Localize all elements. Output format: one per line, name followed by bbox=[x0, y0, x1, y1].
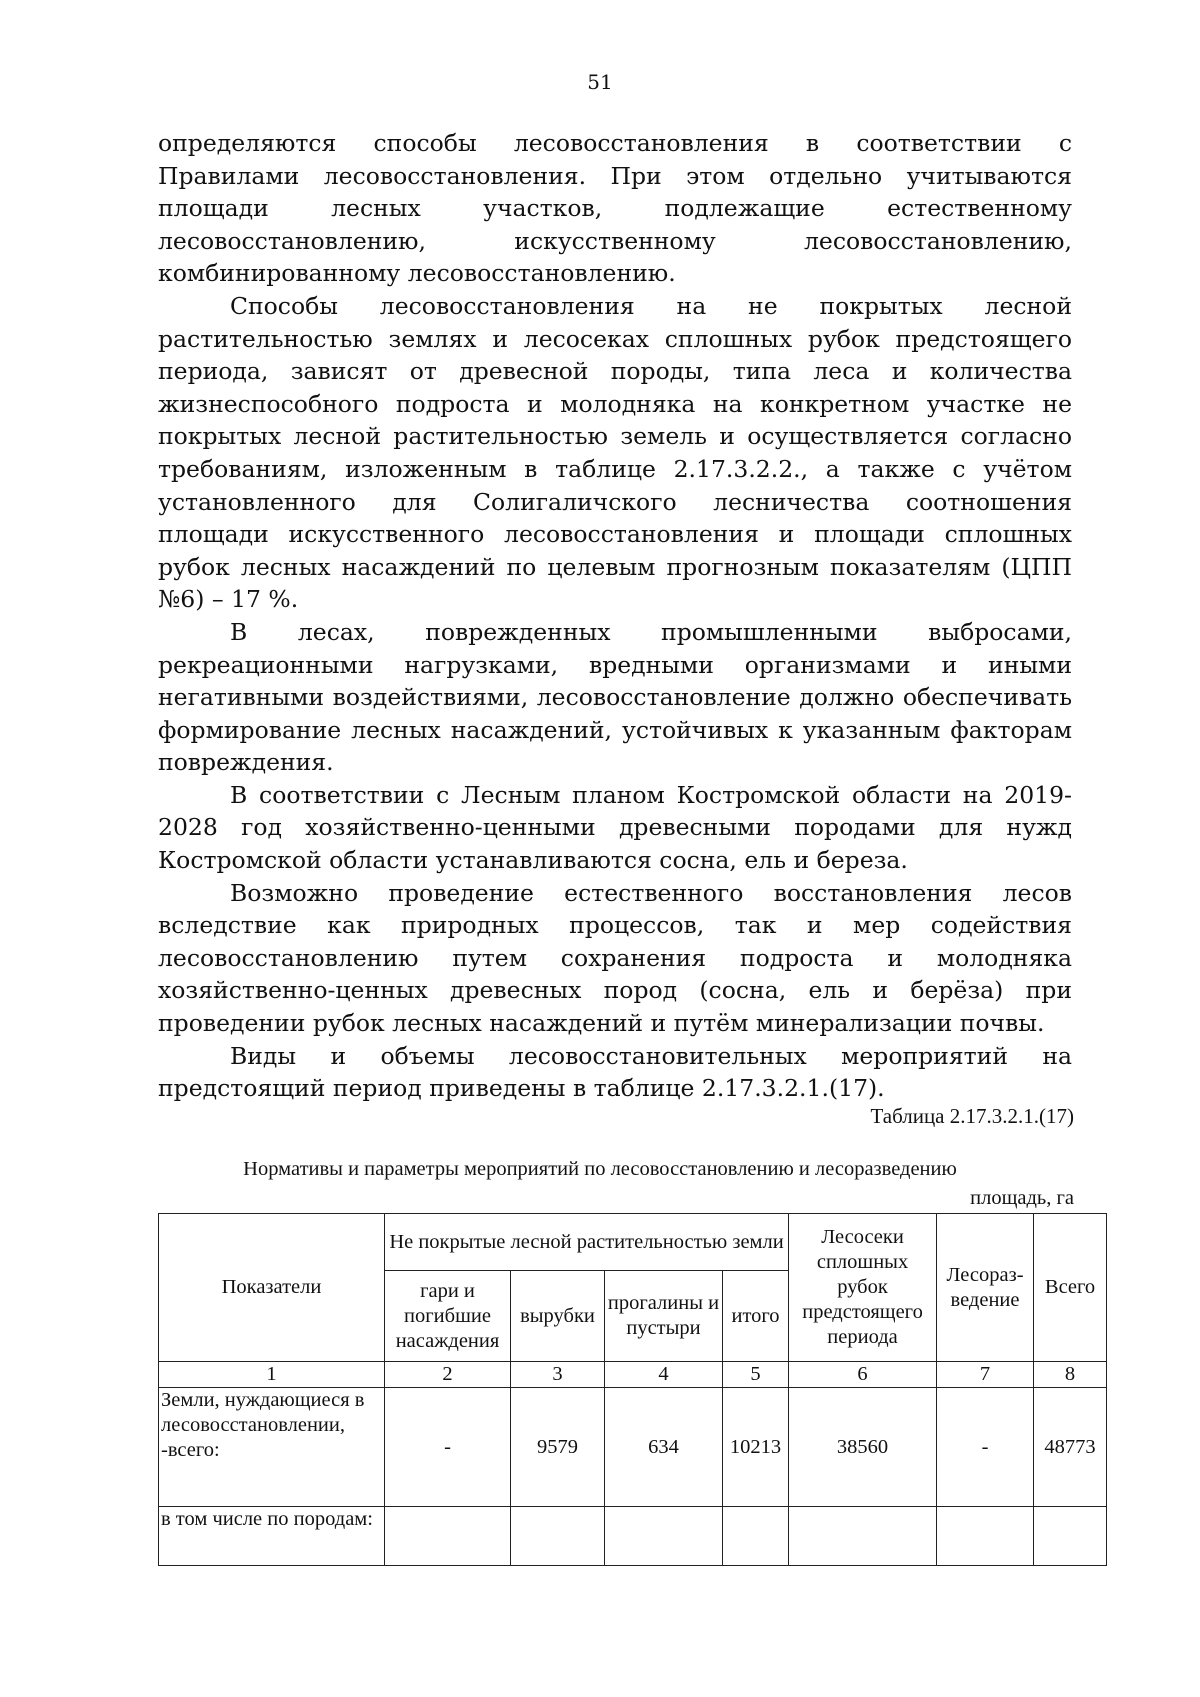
column-number-row bbox=[159, 1362, 1107, 1388]
table-cell: - bbox=[937, 1388, 1034, 1507]
table-caption: Таблица 2.17.3.2.1.(17) bbox=[870, 1104, 1074, 1128]
table-cell: 9579 bbox=[511, 1388, 605, 1507]
paragraph: определяются способы лесовосстановления в соответствии с Правилами лесовосстановления. При этом отдельно учитываются площади лесных участков, подлежащие естественному лесовосстановлению, искусственному лесовосстановлению, комбинированному лесовосстановлению. bbox=[158, 129, 1072, 288]
table-cell: - bbox=[385, 1388, 511, 1507]
row-label: Земли, нуждающиеся в лесовосстановлении, -всего: bbox=[159, 1388, 385, 1507]
table-cell bbox=[511, 1507, 605, 1566]
table-row bbox=[159, 1507, 1107, 1566]
column-number: 2 bbox=[385, 1362, 511, 1388]
paragraph: Способы лесовосстановления на не покрытых лесной растительностью землях и лесосеках сплошных рубок предстоящего периода, зависят от древесной породы, типа леса и количества жизнеспособного подроста и молодняка на конкретном участке не покрытых лесной растительностью земель и осуществляется согласно требованиям, изложенным в таблице 2.17.3.2.2., а также с учётом установленного для Солигаличского лесничества соотношения площади искусственного лесовосстановления и площади сплошных рубок лесных насаждений по целевым прогнозным показателям (ЦПП №6) – 17 %. bbox=[158, 291, 1072, 614]
table-cell: 48773 bbox=[1034, 1388, 1107, 1507]
header-subtotal: итого bbox=[723, 1271, 789, 1362]
paragraph: В соответствии с Лесным планом Костромской области на 2019-2028 год хозяйственно-ценными древесными породами для нужд Костромской области устанавливаются сосна, ель и береза. bbox=[158, 780, 1072, 875]
paragraph: Виды и объемы лесовосстановительных мероприятий на предстоящий период приведены в таблице 2.17.3.2.1.(17). bbox=[158, 1041, 1072, 1103]
body-text bbox=[158, 127, 1072, 1105]
table-cell: 10213 bbox=[723, 1388, 789, 1507]
header-indicators: Показатели bbox=[159, 1214, 385, 1362]
header-glades: прогалины и пустыри bbox=[605, 1271, 723, 1362]
header-cutting-areas: Лесосеки сплошных рубок предстоящего периода bbox=[789, 1214, 937, 1362]
table-cell bbox=[1034, 1507, 1107, 1566]
column-number: 3 bbox=[511, 1362, 605, 1388]
paragraph: Возможно проведение естественного восстановления лесов вследствие как природных процессов, так и мер содействия лесовосстановлению путем сохранения подроста и молодняка хозяйственно-ценных древесных пород (сосна, ель и берёза) при проведении рубок лесных насаждений и путём минерализации почвы. bbox=[158, 878, 1072, 1038]
column-number: 5 bbox=[723, 1362, 789, 1388]
header-burnt: гари и погибшие насаждения bbox=[385, 1271, 511, 1362]
table-header-row bbox=[159, 1214, 1107, 1271]
column-number: 1 bbox=[159, 1362, 385, 1388]
table-cell bbox=[723, 1507, 789, 1566]
column-number: 7 bbox=[937, 1362, 1034, 1388]
column-number: 8 bbox=[1034, 1362, 1107, 1388]
page-number: 51 bbox=[587, 70, 613, 94]
table-cell bbox=[385, 1507, 511, 1566]
table-cell: 38560 bbox=[789, 1388, 937, 1507]
header-clearcuts: вырубки bbox=[511, 1271, 605, 1362]
table-cell bbox=[789, 1507, 937, 1566]
table-cell bbox=[937, 1507, 1034, 1566]
table-row bbox=[159, 1388, 1107, 1507]
column-number: 4 bbox=[605, 1362, 723, 1388]
norms-table bbox=[158, 1213, 1107, 1566]
header-afforestation: Лесораз-ведение bbox=[937, 1214, 1034, 1362]
table-title: Нормативы и параметры мероприятий по лесовосстановлению и лесоразведению bbox=[243, 1158, 957, 1180]
table-unit: площадь, га bbox=[970, 1187, 1074, 1209]
paragraph: В лесах, поврежденных промышленными выбросами, рекреационными нагрузками, вредными организмами и иными негативными воздействиями, лесовосстановление должно обеспечивать формирование лесных насаждений, устойчивых к указанным факторам повреждения. bbox=[158, 617, 1072, 777]
column-number: 6 bbox=[789, 1362, 937, 1388]
header-non-forested: Не покрытые лесной растительностью земли bbox=[385, 1214, 789, 1271]
table-cell: 634 bbox=[605, 1388, 723, 1507]
table-cell bbox=[605, 1507, 723, 1566]
header-total: Всего bbox=[1034, 1214, 1107, 1362]
row-label: в том числе по породам: bbox=[159, 1507, 385, 1566]
